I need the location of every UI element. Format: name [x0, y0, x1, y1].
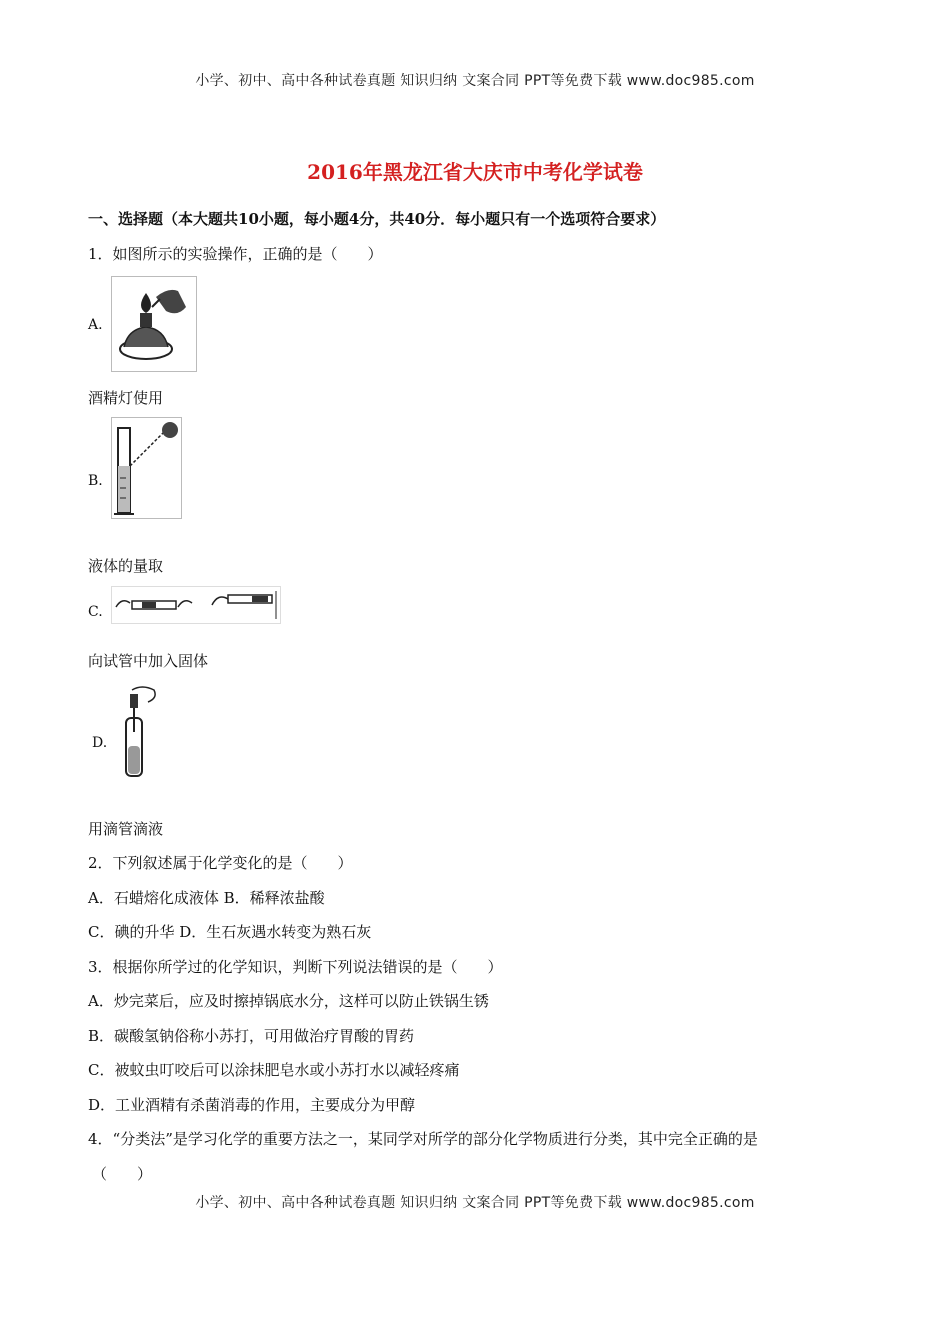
q4-answer-blank: （ ）: [92, 1165, 153, 1183]
section-heading: 一、选择题（本大题共10小题，每小题4分，共40分．每小题只有一个选项符合要求）: [88, 210, 666, 228]
q2-options-line-1: A．石蜡熔化成液体 B．稀释浓盐酸: [88, 889, 325, 907]
page-title: 2016年黑龙江省大庆市中考化学试卷: [307, 160, 643, 184]
q3-option-a: A．炒完菜后，应及时擦掉锅底水分，这样可以防止铁锅生锈: [88, 992, 489, 1010]
dropper-figure: [117, 683, 164, 780]
q2-stem: 2．下列叙述属于化学变化的是（ ）: [88, 854, 353, 872]
q3-option-b: B．碳酸氢钠俗称小苏打，可用做治疗胃酸的胃药: [88, 1027, 415, 1045]
q1-option-b-label: B.: [88, 473, 103, 489]
q1-option-b-caption: 液体的量取: [88, 557, 164, 575]
q4-stem: 4．“分类法”是学习化学的重要方法之一，某同学对所学的部分化学物质进行分类，其中完全正确的是: [88, 1130, 758, 1148]
page-header: 小学、初中、高中各种试卷真题 知识归纳 文案合同 PPT等免费下载 www.doc985.com: [195, 73, 755, 89]
q1-option-c-caption: 向试管中加入固体: [88, 652, 209, 670]
q1-option-d-label: D.: [92, 735, 108, 751]
q1-option-a-caption: 酒精灯使用: [88, 389, 164, 407]
q3-option-d: D．工业酒精有杀菌消毒的作用，主要成分为甲醇: [88, 1096, 416, 1114]
page-footer: 小学、初中、高中各种试卷真题 知识归纳 文案合同 PPT等免费下载 www.doc985.com: [195, 1195, 755, 1211]
graduated-cylinder-figure: [111, 417, 182, 519]
q1-option-a-label: A.: [88, 317, 103, 333]
q1-option-d-caption: 用滴管滴液: [88, 820, 164, 838]
q3-option-c: C．被蚊虫叮咬后可以涂抹肥皂水或小苏打水以减轻疼痛: [88, 1061, 460, 1079]
q1-stem: 1．如图所示的实验操作，正确的是（ ）: [88, 245, 383, 263]
q2-options-line-2: C．碘的升华 D．生石灰遇水转变为熟石灰: [88, 923, 372, 941]
alcohol-lamp-figure: [111, 276, 197, 372]
q3-stem: 3．根据你所学过的化学知识，判断下列说法错误的是（ ）: [88, 958, 503, 976]
test-tube-solid-figure: [111, 586, 281, 624]
q1-option-c-label: C.: [88, 604, 103, 620]
